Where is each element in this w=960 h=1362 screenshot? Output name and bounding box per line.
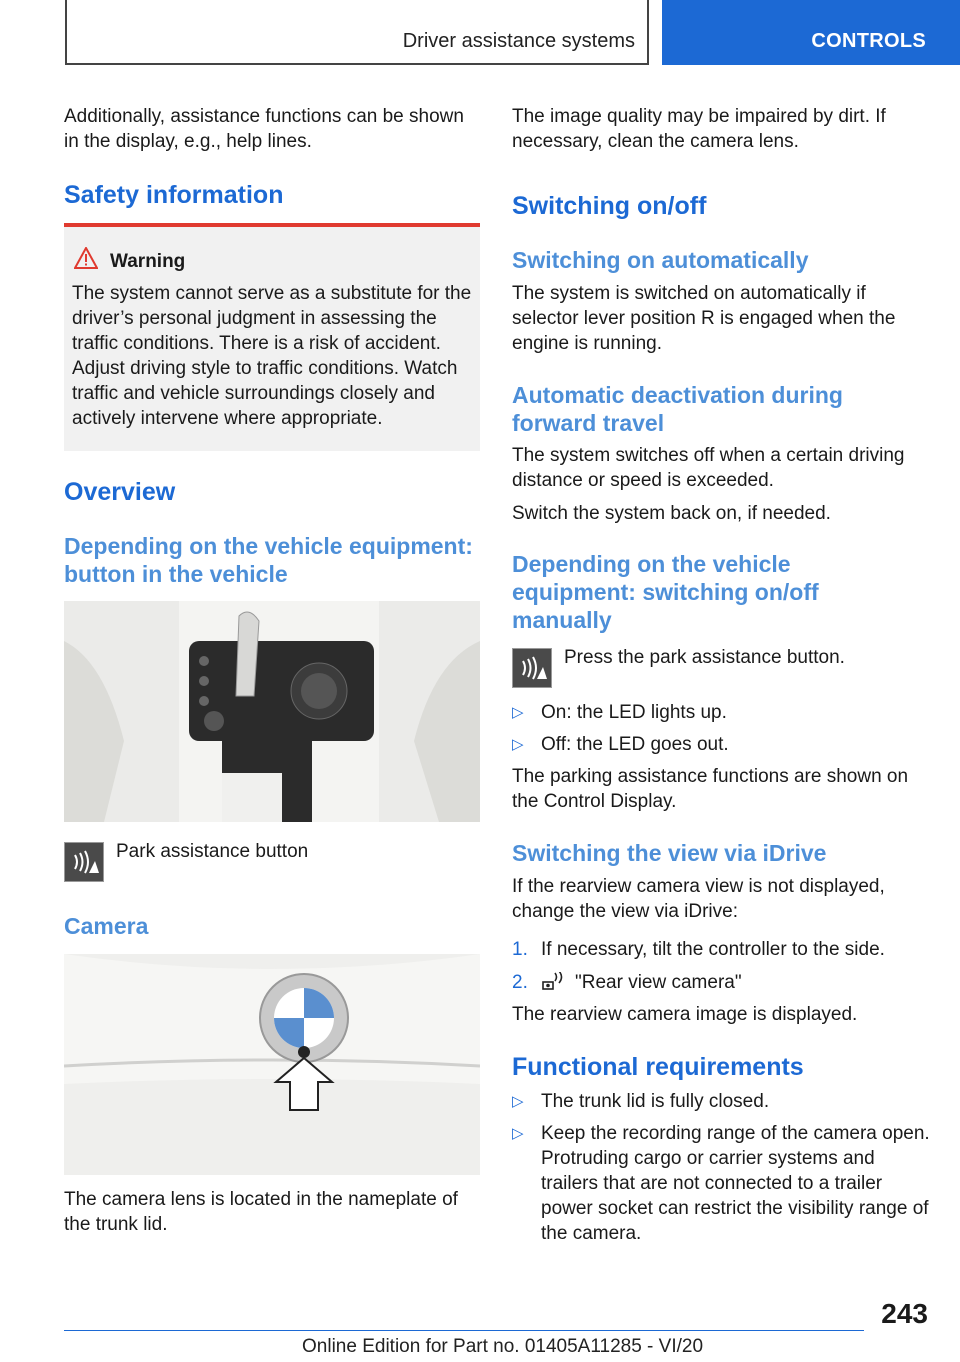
camera-heading: Camera xyxy=(64,913,149,939)
auto-off-heading: Automatic deactivation during forward travel xyxy=(512,382,843,436)
page-number: 243 xyxy=(881,1298,928,1329)
bullet-triangle-icon: ▷ xyxy=(512,736,524,753)
bullet-triangle-icon: ▷ xyxy=(512,704,524,721)
equipment-heading: Depending on the vehicle equipment: button in the vehicle xyxy=(64,533,473,587)
idrive-text: If the rearview camera view is not displayed, change the view via iDrive: xyxy=(512,876,885,922)
displayed-text: The rearview camera image is displayed. xyxy=(512,1004,858,1025)
step-number: 2. xyxy=(512,972,528,993)
press-button-text: Press the park assistance button. xyxy=(564,647,845,668)
camera-lens-text: The camera lens is located in the nameplate of the trunk lid. xyxy=(64,1189,458,1235)
park-assistance-button-icon-2 xyxy=(512,648,552,688)
bullet-text: The trunk lid is fully closed. xyxy=(541,1091,770,1112)
safety-heading: Safety information xyxy=(64,181,284,209)
warning-triangle-icon xyxy=(74,247,98,269)
header-section-box xyxy=(65,0,649,65)
warning-title: Warning xyxy=(110,251,186,272)
park-assistance-button-icon xyxy=(64,842,104,882)
auto-off-text: The system switches off when a certain driving distance or speed is exceeded. xyxy=(512,445,905,491)
footer-divider xyxy=(64,1330,864,1331)
display-text: The parking assistance functions are shown on the Control Display. xyxy=(512,766,909,812)
header-chapter-tab[interactable] xyxy=(662,0,960,65)
bullet-triangle-icon: ▷ xyxy=(512,1093,524,1110)
center-console-image xyxy=(64,601,480,822)
footer-edition: Online Edition for Part no. 01405A11285 - VI/20 xyxy=(302,1336,704,1357)
switch-back-text: Switch the system back on, if needed. xyxy=(512,503,831,524)
bullet-text: Keep the recording range of the camera open. Protruding cargo or carrier systems and trailers that are not connected to a trailer power socket can restrict the visibility range of the camera. xyxy=(541,1123,930,1244)
switching-heading: Switching on/off xyxy=(512,192,707,220)
overview-heading: Overview xyxy=(64,478,176,506)
bullet-text: Off: the LED goes out. xyxy=(541,734,729,755)
bullet-triangle-icon: ▷ xyxy=(512,1125,524,1142)
warning-text: The system cannot serve as a substitute for the driver’s personal judgment in assessing the traffic conditions. There is a risk of accident. Adjust driving style to traffic conditions. Watch traffic and vehicle surroundings closely and actively intervene where appropriate. xyxy=(72,283,472,429)
header-chapter-label: CONTROLS xyxy=(811,30,926,52)
park-assistance-button-caption: Park assistance button xyxy=(116,841,309,862)
step-number: 1. xyxy=(512,939,528,960)
auto-on-heading: Switching on automatically xyxy=(512,247,809,273)
warning-box xyxy=(64,223,480,451)
rear-view-camera-icon xyxy=(541,972,567,992)
requirements-heading: Functional requirements xyxy=(512,1053,804,1081)
header-section-title: Driver assistance systems xyxy=(402,30,635,52)
intro-text: Additionally, assistance functions can be shown in the display, e.g., help lines. xyxy=(64,106,464,152)
step-text: If necessary, tilt the controller to the side. xyxy=(541,939,885,960)
image-quality-text: The image quality may be impaired by dirt. If necessary, clean the camera lens. xyxy=(512,106,886,152)
idrive-heading: Switching the view via iDrive xyxy=(512,840,827,866)
bullet-text: On: the LED lights up. xyxy=(541,702,727,723)
manual-heading: Depending on the vehicle equipment: switching on/off manually xyxy=(512,551,819,633)
auto-on-text: The system is switched on automatically if selector lever position R is engaged when the engine is running. xyxy=(512,283,896,354)
camera-nameplate-image xyxy=(64,954,480,1175)
step-text: "Rear view camera" xyxy=(575,972,742,993)
